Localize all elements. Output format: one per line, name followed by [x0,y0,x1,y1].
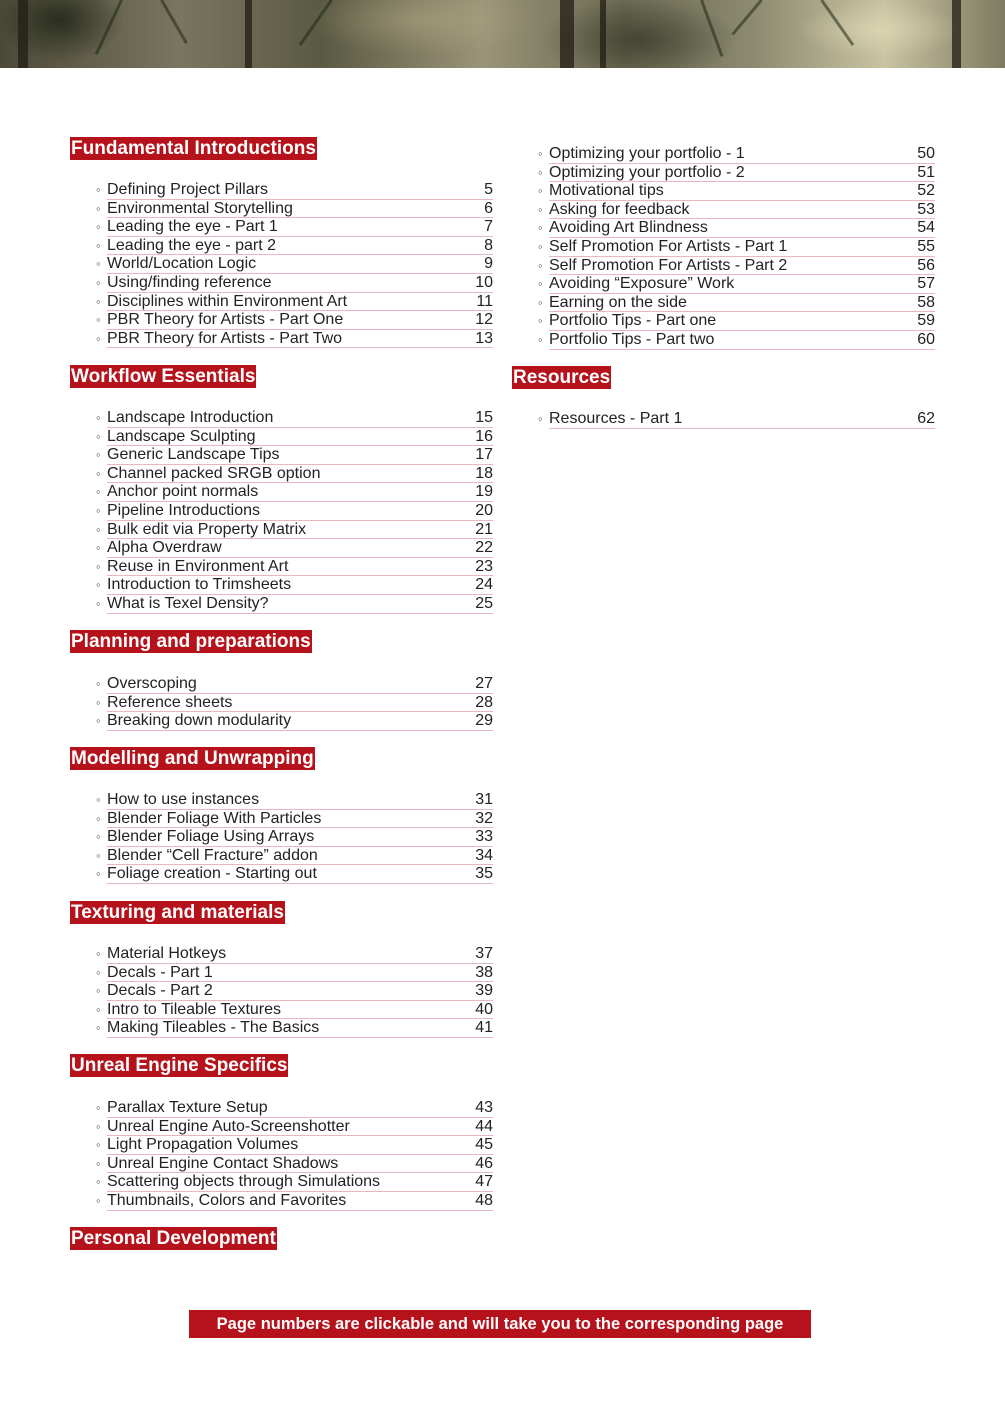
toc-entry-title: Avoiding Art Blindness [549,219,708,237]
toc-entry [512,257,935,276]
toc-page-link[interactable]: 62 [917,410,935,427]
toc-entry [512,182,935,201]
toc-entry-title: Decals - Part 2 [107,982,213,1000]
toc-entry [70,311,493,330]
toc-page-link[interactable]: 39 [475,982,493,1000]
bullet-icon: ◦ [96,1192,101,1208]
toc-page-link[interactable]: 13 [475,329,493,347]
toc-entry-title: Landscape Introduction [107,409,274,426]
bullet-icon: ◦ [96,219,101,235]
toc-entry-title: Portfolio Tips - Part one [549,312,717,330]
toc-page-link[interactable]: 5 [484,181,493,198]
toc-entry-title: Scattering objects through Simulations [107,1173,381,1191]
bullet-icon: ◦ [96,237,101,253]
bullet-icon: ◦ [538,294,543,310]
section-entries-unreal-engine-specifics [70,1099,493,1211]
bullet-icon: ◦ [538,276,543,292]
bullet-icon: ◦ [96,694,101,710]
section-heading-planning-and-preparations: Planning and preparations [71,631,311,652]
toc-page-link[interactable]: 29 [475,712,493,730]
section-entries-planning-and-preparations [70,675,493,731]
toc-entry-title: Landscape Sculpting [107,427,256,445]
toc-entry [512,164,935,183]
section-heading-workflow-essentials: Workflow Essentials [71,366,256,387]
bullet-icon: ◦ [96,465,101,481]
toc-entry-title: Self Promotion For Artists - Part 1 [549,237,788,255]
toc-page-link[interactable]: 55 [917,237,935,255]
entry-underline [549,428,935,429]
toc-entry [70,828,493,847]
entry-underline [107,730,493,731]
toc-page-link[interactable]: 18 [475,464,493,482]
bullet-icon: ◦ [96,713,101,729]
toc-entry-title: Blender Foliage Using Arrays [107,828,315,846]
toc-entry [70,1173,493,1192]
bullet-icon: ◦ [538,164,543,180]
toc-entry [70,576,493,595]
toc-entry-title: Environmental Storytelling [107,199,293,217]
entry-underline [107,1037,493,1038]
toc-page-link[interactable]: 53 [917,200,935,218]
toc-page-link[interactable]: 40 [475,1000,493,1018]
toc-entry-title: Foliage creation - Starting out [107,865,317,883]
toc-page-link[interactable]: 34 [475,846,493,864]
bullet-icon: ◦ [96,274,101,290]
toc-page-link[interactable]: 54 [917,219,935,237]
toc-entry [70,810,493,829]
toc-page-link[interactable]: 19 [475,483,493,501]
toc-entry [70,558,493,577]
toc-entry [512,312,935,331]
toc-page-link[interactable]: 45 [475,1136,493,1154]
toc-page-link[interactable]: 60 [917,330,935,348]
bullet-icon: ◦ [96,829,101,845]
toc-entry-title: Intro to Tileable Textures [107,1000,282,1018]
section-heading-modelling-and-unwrapping: Modelling and Unwrapping [71,748,314,769]
bullet-icon: ◦ [96,946,101,961]
bullet-icon: ◦ [96,256,101,272]
toc-entry-title: Overscoping [107,675,197,692]
toc-entry [70,446,493,465]
toc-entry [70,181,493,200]
bullet-icon: ◦ [96,1174,101,1190]
toc-page-link[interactable]: 37 [475,945,493,962]
toc-page-link[interactable]: 6 [484,199,493,217]
toc-page-link[interactable]: 15 [475,409,493,426]
toc-page-link[interactable]: 17 [475,446,493,464]
toc-entry [70,595,493,614]
toc-entry-title: Decals - Part 1 [107,963,213,981]
toc-entry-title: Using/finding reference [107,273,272,291]
toc-entry [512,201,935,220]
toc-entry-title: Asking for feedback [549,200,690,218]
section-heading-personal-development: Personal Development [71,1228,276,1249]
toc-page-link[interactable]: 24 [475,576,493,594]
section-entries-personal-development-continued [512,145,935,350]
toc-entry [70,791,493,810]
toc-entry [512,219,935,238]
toc-entry [70,1136,493,1155]
entry-underline [107,347,493,348]
entry-underline [549,349,935,350]
bullet-icon: ◦ [96,502,101,518]
toc-entry-title: Bulk edit via Property Matrix [107,520,307,538]
bullet-icon: ◦ [538,146,543,161]
toc-entry [70,483,493,502]
bullet-icon: ◦ [96,866,101,882]
section-heading-resources: Resources [513,367,611,388]
toc-entry-title: Optimizing your portfolio - 2 [549,163,745,181]
toc-entry-title: Material Hotkeys [107,945,227,962]
bullet-icon: ◦ [96,676,101,691]
toc-page-link[interactable]: 58 [917,293,935,311]
toc-entry-title: Portfolio Tips - Part two [549,330,715,348]
bullet-icon: ◦ [96,1001,101,1017]
bullet-icon: ◦ [96,521,101,537]
toc-entry-title: Generic Landscape Tips [107,446,280,464]
toc-entry [70,1019,493,1038]
toc-page-link[interactable]: 27 [475,675,493,692]
toc-page-link[interactable]: 9 [484,255,493,273]
toc-entry [70,200,493,219]
bullet-icon: ◦ [538,201,543,217]
toc-page-link[interactable]: 33 [475,828,493,846]
toc-page-link[interactable]: 43 [475,1099,493,1116]
bullet-icon: ◦ [96,1118,101,1134]
toc-page-link[interactable]: 46 [475,1154,493,1172]
toc-entry-title: Leading the eye - Part 1 [107,218,278,236]
section-heading-fundamental-introductions: Fundamental Introductions [71,138,316,159]
toc-entry-title: Disciplines within Environment Art [107,292,348,310]
bullet-icon: ◦ [538,220,543,236]
toc-entry-title: Alpha Overdraw [107,539,222,557]
toc-entry-title: PBR Theory for Artists - Part One [107,311,344,329]
toc-page-link[interactable]: 21 [475,520,493,538]
bullet-icon: ◦ [538,183,543,199]
toc-entry [70,712,493,731]
toc-page-link[interactable]: 50 [917,145,935,162]
bullet-icon: ◦ [96,847,101,863]
toc-entry-title: World/Location Logic [107,255,257,273]
clickable-pages-note: Page numbers are clickable and will take you to the corresponding page [189,1310,811,1338]
toc-page-link[interactable]: 23 [475,557,493,575]
toc-entry [70,1155,493,1174]
bullet-icon: ◦ [96,810,101,826]
toc-entry [512,238,935,257]
toc-entry [70,964,493,983]
entry-underline [107,883,493,884]
toc-entry [70,847,493,866]
toc-entry-title: Breaking down modularity [107,712,292,730]
toc-entry [512,410,935,429]
toc-entry [70,274,493,293]
bullet-icon: ◦ [96,410,101,425]
toc-page-link[interactable]: 22 [475,539,493,557]
toc-entry-title: Resources - Part 1 [549,410,683,427]
toc-page-link[interactable]: 38 [475,963,493,981]
bullet-icon: ◦ [96,1100,101,1115]
toc-entry [512,145,935,164]
section-entries-fundamental-introductions [70,181,493,348]
bullet-icon: ◦ [538,238,543,254]
toc-entry [70,982,493,1001]
toc-page-link[interactable]: 52 [917,182,935,200]
toc-entry [70,539,493,558]
bullet-icon: ◦ [538,411,543,426]
toc-entry-title: Pipeline Introductions [107,501,260,519]
toc-entry-title: Avoiding “Exposure” Work [549,275,735,293]
toc-page-link[interactable]: 12 [475,311,493,329]
bullet-icon: ◦ [96,540,101,556]
bullet-icon: ◦ [96,983,101,999]
toc-entry [70,675,493,694]
toc-entry [70,694,493,713]
toc-entry-title: PBR Theory for Artists - Part Two [107,329,343,347]
bullet-icon: ◦ [96,1137,101,1153]
toc-entry-title: Channel packed SRGB option [107,464,321,482]
entry-underline [107,613,493,614]
toc-entry-title: Blender “Cell Fracture” addon [107,846,318,864]
section-entries-workflow-essentials [70,409,493,614]
section-heading-texturing-and-materials: Texturing and materials [71,902,284,923]
toc-entry-title: Blender Foliage With Particles [107,809,322,827]
section-entries-resources [512,410,935,429]
toc-entry-title: What is Texel Density? [107,594,269,612]
bullet-icon: ◦ [96,1020,101,1036]
toc-entry-title: Making Tileables - The Basics [107,1019,320,1037]
toc-page-link[interactable]: 8 [484,236,493,254]
toc-entry [70,865,493,884]
toc-entry [70,218,493,237]
toc-entry-title: Unreal Engine Contact Shadows [107,1154,339,1172]
toc-page-link[interactable]: 31 [475,791,493,808]
bullet-icon: ◦ [538,257,543,273]
toc-entry-title: Parallax Texture Setup [107,1099,268,1116]
toc-page-link[interactable]: 25 [475,594,493,612]
toc-entry [70,945,493,964]
bullet-icon: ◦ [538,331,543,347]
toc-entry-title: Unreal Engine Auto-Screenshotter [107,1117,350,1135]
section-heading-unreal-engine-specifics: Unreal Engine Specifics [71,1055,288,1076]
toc-entry [70,255,493,274]
toc-entry-title: Reference sheets [107,693,233,711]
toc-page-link[interactable]: 16 [475,427,493,445]
toc-page-link[interactable]: 20 [475,501,493,519]
toc-entry-title: Earning on the side [549,293,687,311]
toc-entry [512,331,935,350]
toc-page-link[interactable]: 44 [475,1117,493,1135]
bullet-icon: ◦ [96,330,101,346]
bullet-icon: ◦ [96,964,101,980]
bullet-icon: ◦ [96,293,101,309]
toc-entry [70,237,493,256]
bullet-icon: ◦ [96,182,101,197]
section-entries-texturing-and-materials [70,945,493,1038]
toc-page-link[interactable]: 32 [475,809,493,827]
toc-entry-title: Optimizing your portfolio - 1 [549,145,745,162]
toc-entry [70,465,493,484]
toc-entry-title: Self Promotion For Artists - Part 2 [549,256,788,274]
bullet-icon: ◦ [96,558,101,574]
toc-entry-title: How to use instances [107,791,260,808]
toc-page-link[interactable]: 41 [475,1019,493,1037]
toc-entry-title: Reuse in Environment Art [107,557,289,575]
bullet-icon: ◦ [96,312,101,328]
toc-entry [512,294,935,313]
toc-entry-title: Introduction to Trimsheets [107,576,292,594]
toc-entry [70,330,493,349]
bullet-icon: ◦ [96,200,101,216]
toc-entry [70,1099,493,1118]
bullet-icon: ◦ [96,484,101,500]
entry-underline [107,1210,493,1211]
bullet-icon: ◦ [96,577,101,593]
bullet-icon: ◦ [96,792,101,807]
toc-entry-title: Anchor point normals [107,483,259,501]
toc-entry [70,1192,493,1211]
toc-entry [512,275,935,294]
toc-entry [70,1001,493,1020]
bullet-icon: ◦ [96,428,101,444]
toc-entry-title: Light Propagation Volumes [107,1136,299,1154]
toc-page-link[interactable]: 7 [484,218,493,236]
toc-entry-title: Thumbnails, Colors and Favorites [107,1191,347,1209]
toc-entry [70,502,493,521]
toc-page-link[interactable]: 57 [917,275,935,293]
toc-page-link[interactable]: 59 [917,312,935,330]
toc-entry [70,293,493,312]
toc-page-link[interactable]: 10 [475,273,493,291]
header-banner-image [0,0,1005,68]
toc-page-link[interactable]: 51 [917,163,935,181]
bullet-icon: ◦ [538,313,543,329]
section-entries-modelling-and-unwrapping [70,791,493,884]
toc-entry [70,409,493,428]
toc-page-link[interactable]: 56 [917,256,935,274]
toc-entry [70,428,493,447]
toc-entry-title: Leading the eye - part 2 [107,236,277,254]
toc-page-link[interactable]: 28 [475,693,493,711]
toc-entry [70,521,493,540]
bullet-icon: ◦ [96,447,101,463]
toc-entry-title: Defining Project Pillars [107,181,268,198]
toc-page-link[interactable]: 11 [476,292,493,310]
toc-entry [70,1118,493,1137]
toc-page-link[interactable]: 48 [475,1191,493,1209]
bullet-icon: ◦ [96,595,101,611]
toc-entry-title: Motivational tips [549,182,664,200]
toc-page-link[interactable]: 47 [475,1173,493,1191]
bullet-icon: ◦ [96,1155,101,1171]
toc-page-link[interactable]: 35 [475,865,493,883]
